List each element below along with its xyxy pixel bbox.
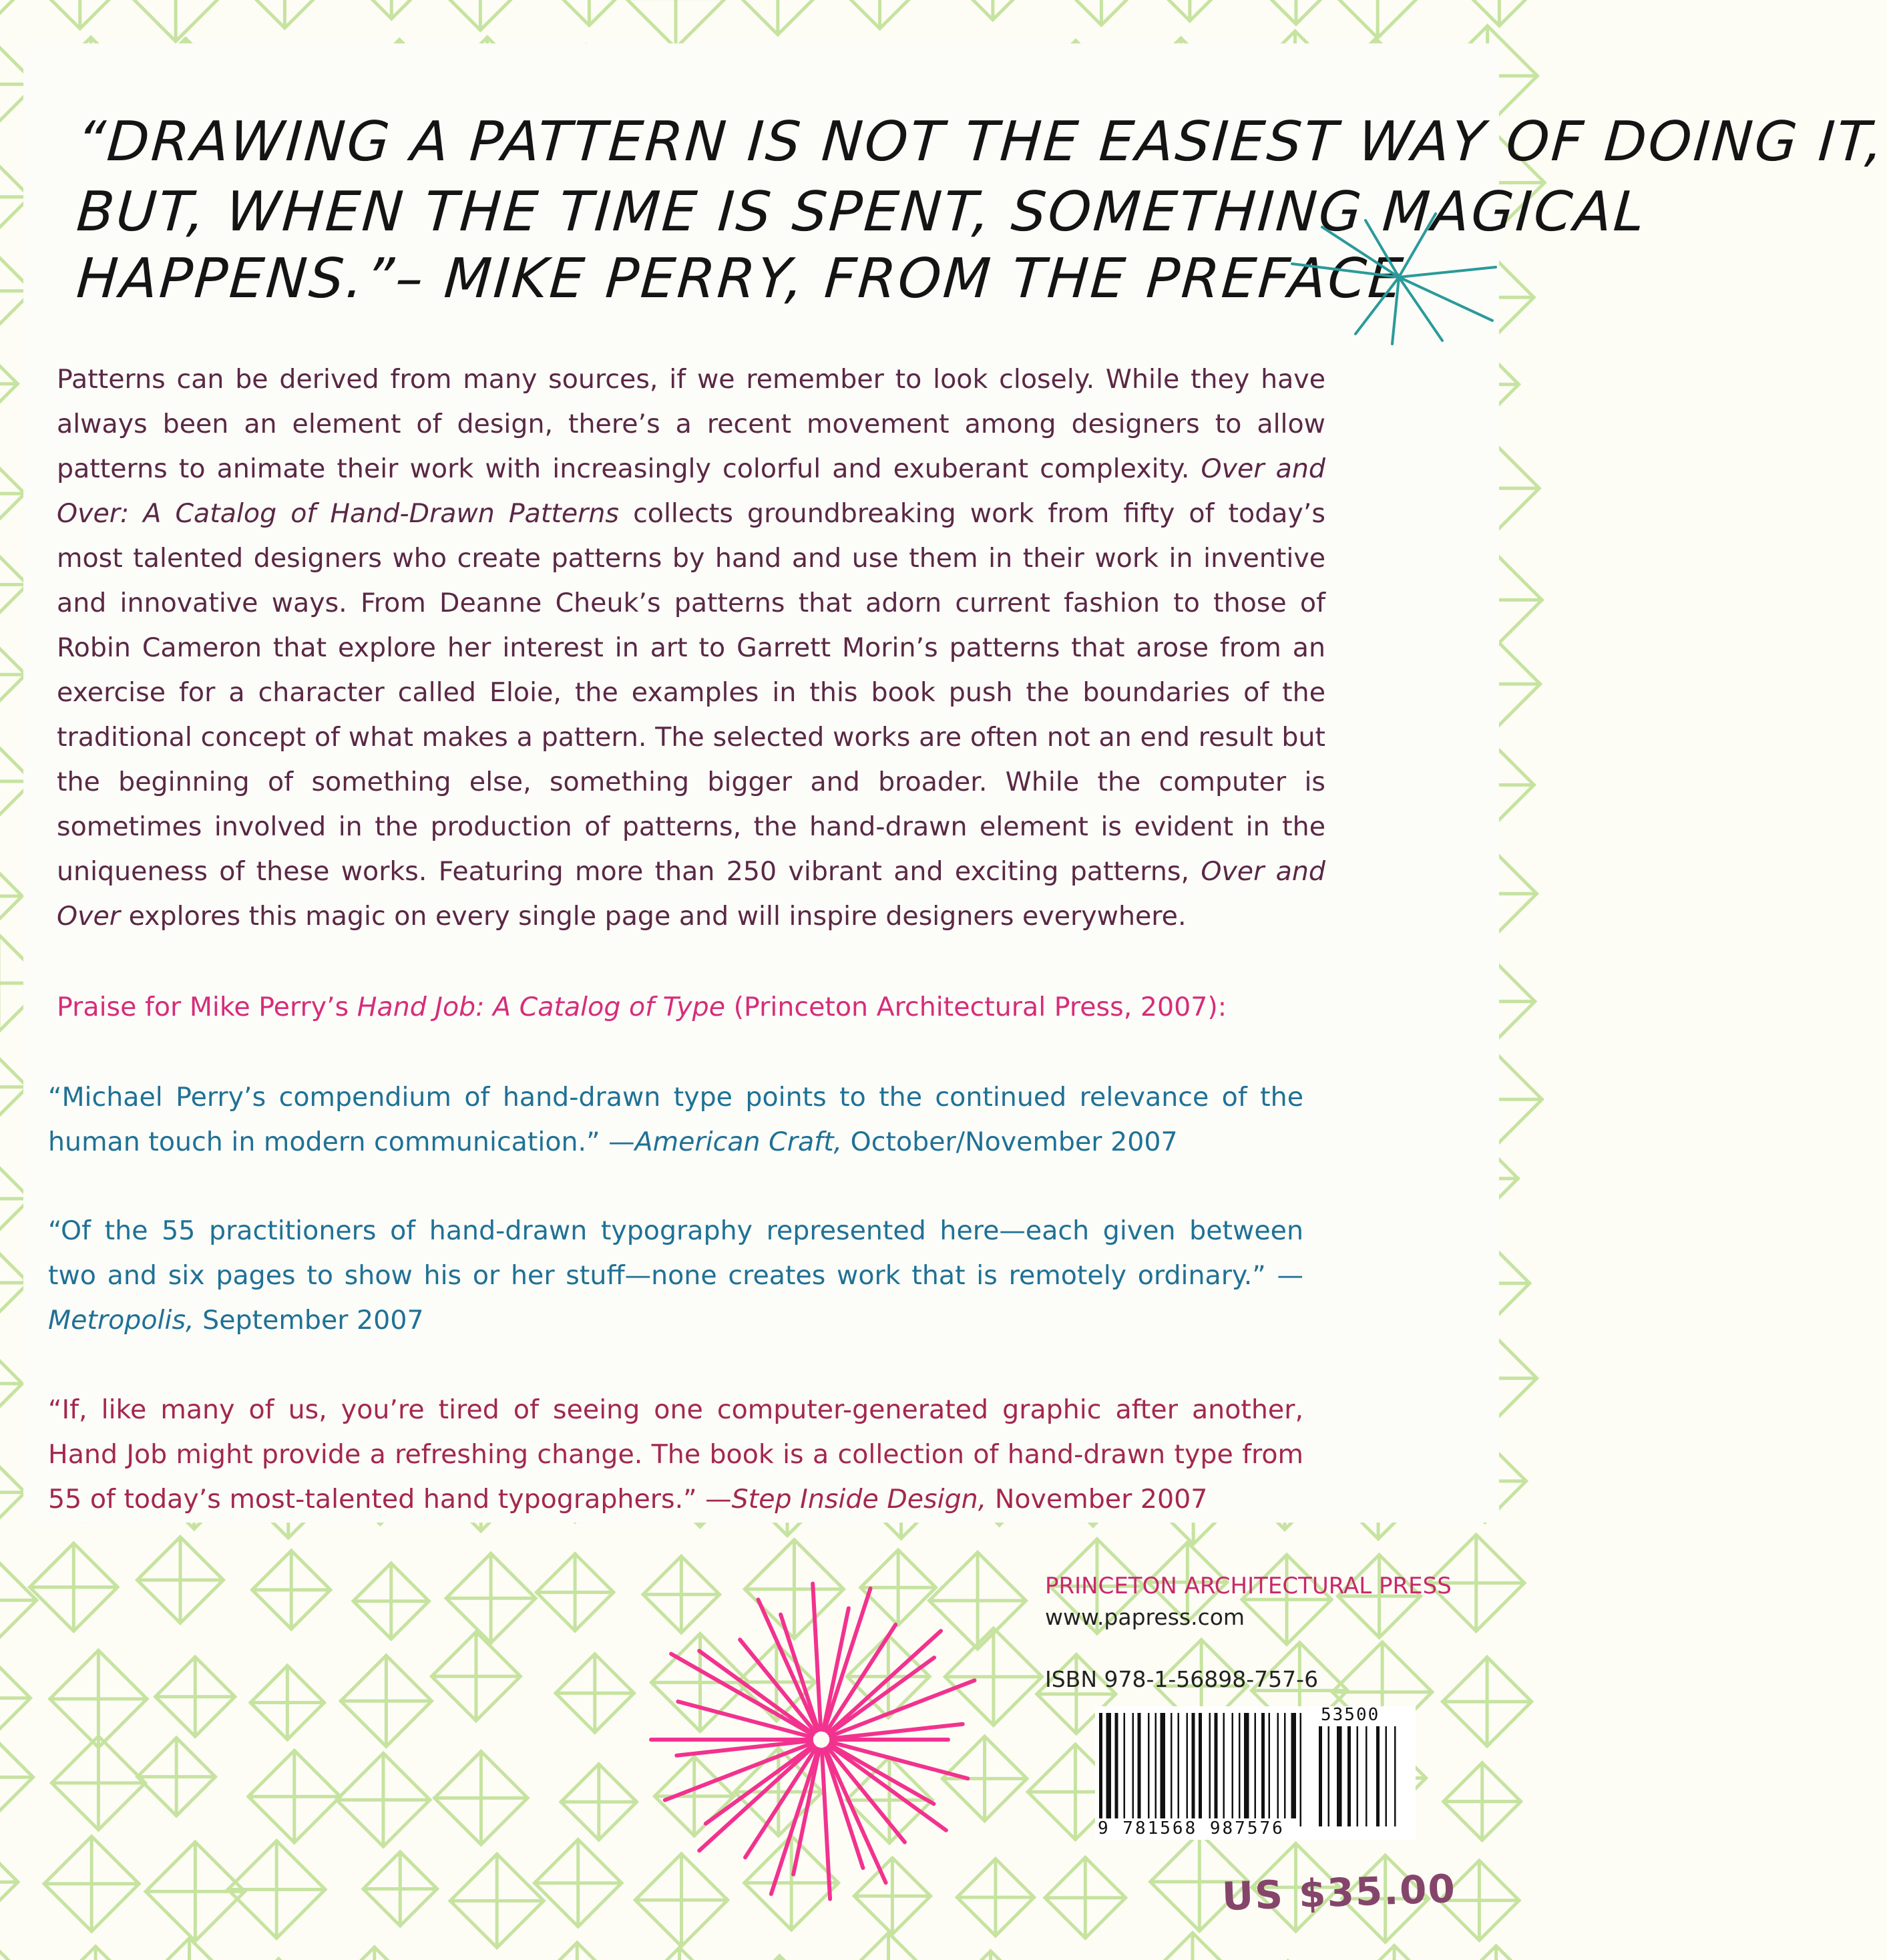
barcode-bar: [1099, 1713, 1102, 1826]
lattice-cell: [363, 1852, 437, 1926]
lattice-cell: [238, 0, 332, 28]
review-quote: “Of the 55 practitioners of hand-drawn typography represented here—each given between two and six pages to show his or her stuff—none creates work that is remotely ordinary.” —: [48, 1215, 1303, 1291]
lattice-cell: [336, 1947, 413, 1960]
review-quote: “Michael Perry’s compendium of hand-drawn type points to the continued relevance of the human touch in modern communication.” —: [48, 1082, 1303, 1157]
lattice-cell: [0, 851, 22, 940]
lattice-cell: [0, 445, 25, 542]
lattice-cell: [944, 1951, 1036, 1960]
barcode-bar: [1155, 1713, 1157, 1818]
barcode-bar: [1209, 1713, 1211, 1818]
isbn: ISBN 978-1-56898-757-6: [1045, 1666, 1319, 1692]
lattice-cell: [435, 1752, 528, 1845]
praise-suffix: (Princeton Architectural Press, 2007):: [725, 992, 1227, 1022]
barcode-addon-bar: [1386, 1726, 1388, 1826]
review-metropolis: [48, 1209, 1303, 1343]
lattice-cell: [1452, 1946, 1539, 1960]
lattice-cell: [736, 1956, 823, 1960]
lattice-cell: [0, 1845, 18, 1919]
lattice-cell: [51, 1736, 145, 1830]
lattice-cell: [1444, 1763, 1521, 1840]
barcode-bar: [1215, 1713, 1218, 1818]
praise-prefix: Praise for Mike Perry’s: [57, 992, 357, 1022]
lattice-cell: [1142, 1933, 1242, 1960]
barcode-bar: [1291, 1713, 1297, 1818]
publisher-name: PRINCETON ARCHITECTURAL PRESS: [1045, 1573, 1452, 1599]
praise-title: Hand Job: A Catalog of Type: [357, 992, 726, 1022]
description-text-3: explores this magic on every single page and will inspire designers everywhere.: [120, 901, 1187, 932]
barcode-bar: [1284, 1713, 1286, 1818]
starburst-ray: [671, 1654, 813, 1735]
lattice-cell: [348, 0, 435, 19]
lattice-cell: [29, 1543, 118, 1631]
lattice-cell: [836, 0, 924, 29]
handwritten-quote-line-2: BUT, WHEN THE TIME IS SPENT, SOMETHING MAGICAL: [74, 180, 1649, 244]
barcode-bar: [1300, 1713, 1302, 1826]
starburst-ray: [699, 1746, 814, 1850]
book-short-title: Over and Over: [57, 856, 1325, 932]
barcode-bar: [1232, 1713, 1234, 1818]
barcode-bar: [1138, 1713, 1141, 1818]
lattice-cell: [1255, 0, 1337, 24]
barcode-bar: [1106, 1713, 1112, 1826]
lattice-cell: [539, 1943, 616, 1960]
lattice-cell: [0, 626, 26, 723]
barcode-bar: [1261, 1713, 1265, 1818]
pink-starburst-icon: [621, 1549, 995, 1923]
barcode-addon-bar: [1337, 1726, 1342, 1826]
lattice-cell: [626, 0, 726, 48]
lattice-cell: [228, 1840, 325, 1938]
teal-starburst-icon: [1282, 200, 1502, 354]
barcode-bar: [1124, 1713, 1126, 1818]
starburst-ray: [822, 1750, 830, 1899]
review-source: Metropolis,: [48, 1305, 194, 1336]
lattice-cell: [728, 0, 827, 35]
barcode-number: 9 781568 987576: [1095, 1818, 1287, 1838]
lattice-cell: [137, 1537, 223, 1623]
lattice-cell: [0, 341, 17, 427]
lattice-cell: [0, 1938, 25, 1960]
lattice-cell: [1348, 1945, 1440, 1960]
lattice-cell: [441, 0, 519, 30]
handwritten-quote-line-3: HAPPENS.”– MIKE PERRY, FROM THE PREFACE: [74, 247, 1408, 311]
barcode-bar: [1277, 1713, 1279, 1818]
lattice-cell: [0, 1740, 33, 1814]
publisher-url[interactable]: www.papress.com: [1045, 1604, 1245, 1630]
barcode-bar: [1148, 1713, 1150, 1818]
barcode-bar: [1244, 1713, 1249, 1818]
barcode: [1095, 1706, 1416, 1840]
price: US $35.00: [1221, 1865, 1457, 1920]
barcode-addon-number: 53500: [1321, 1705, 1380, 1725]
lattice-cell: [49, 1947, 142, 1960]
lattice-cell: [839, 1933, 937, 1960]
barcode-bar: [1178, 1713, 1180, 1818]
starburst-ray: [813, 1583, 821, 1730]
lattice-cell: [0, 1338, 22, 1429]
lattice-cell: [44, 1836, 139, 1931]
barcode-bar: [1255, 1713, 1257, 1818]
barcode-bar: [1199, 1713, 1202, 1818]
barcode-bar: [1161, 1713, 1166, 1818]
lattice-cell: [1460, 0, 1539, 26]
lattice-cell: [0, 1551, 37, 1650]
lattice-cell: [1337, 0, 1418, 38]
lattice-cell: [536, 1554, 614, 1631]
lattice-cell: [341, 1655, 431, 1746]
barcode-addon-bar: [1366, 1726, 1368, 1826]
barcode-bar: [1192, 1713, 1195, 1818]
handwritten-quote-line-1: “DRAWING A PATTERN IS NOT THE EASIEST WAY OF DOING IT,: [74, 110, 1887, 174]
review-source: Step Inside Design,: [731, 1484, 987, 1515]
lattice-cell: [450, 1854, 544, 1947]
book-title: Over and Over: A Catalog of Hand-Drawn Patterns: [57, 453, 1325, 529]
barcode-bar: [1187, 1713, 1189, 1818]
barcode-bar: [1223, 1713, 1225, 1818]
barcode-addon-bar: [1376, 1726, 1380, 1826]
barcode-addon-bar: [1347, 1726, 1351, 1826]
lattice-cell: [353, 1563, 429, 1639]
barcode-addon-bar: [1394, 1726, 1396, 1826]
lattice-cell: [252, 1551, 331, 1629]
lattice-cell: [1242, 1555, 1331, 1644]
lattice-cell: [156, 1657, 235, 1736]
review-quote: “If, like many of us, you’re tired of seeing one computer-generated graphic after another, Hand Job might provide a refreshing change. The book is a collection of hand-drawn type from 55 of today’s most-talented hand typographers.” —: [48, 1394, 1303, 1515]
lattice-cell: [0, 0, 25, 27]
barcode-addon-bar: [1319, 1726, 1322, 1826]
lattice-cell: [534, 1839, 621, 1926]
review-date: October/November 2007: [842, 1127, 1178, 1157]
praise-heading: [57, 985, 1366, 1030]
barcode-bar: [1239, 1713, 1241, 1818]
lattice-cell: [1045, 1857, 1126, 1938]
lattice-cell: [550, 0, 628, 25]
lattice-cell: [0, 1653, 31, 1742]
barcode-bar: [1171, 1713, 1173, 1818]
book-description: [57, 357, 1325, 939]
lattice-cell: [248, 1750, 341, 1842]
lattice-cell: [0, 1448, 25, 1537]
lattice-cell: [446, 1553, 536, 1643]
lattice-cell: [642, 1947, 716, 1960]
lattice-cell: [37, 0, 124, 29]
description-text-1: Patterns can be derived from many sources, if we remember to look closely. While they have always been an element of design, there’s a recent movement among designers to allow patterns to animate their work with increasingly colorful and exuberant complexity.: [57, 364, 1325, 484]
starburst-ray: [825, 1749, 885, 1883]
lattice-cell: [1442, 1657, 1531, 1746]
review-source: American Craft,: [634, 1127, 843, 1157]
lattice-cell: [431, 1632, 520, 1721]
review-step-inside-design: [48, 1388, 1303, 1522]
barcode-bar: [1269, 1713, 1271, 1818]
barcode-bar: [1115, 1713, 1118, 1818]
lattice-cell: [1151, 0, 1229, 21]
lattice-cell: [131, 0, 220, 41]
lattice-cell: [250, 1665, 325, 1740]
review-american-craft: [48, 1075, 1303, 1165]
barcode-bar: [1132, 1713, 1134, 1818]
review-date: November 2007: [986, 1484, 1208, 1515]
description-text-2: collects groundbreaking work from fifty of today’s most talented designers who create patterns by hand and use them in their work in inventive and innovative ways. From Deanne Cheuk’s patterns that adorn current fashion to those of Robin Cameron that explore her interest in art to Garrett Morin’s patterns that arose from an exercise for a character called Eloie, the examples in this book push the boundaries of the traditional concept of what makes a pattern. The selected works are often not an end result but the beginning of something else, something bigger and broader. While the computer is sometimes involved in the production of patterns, the hand-drawn element is evident in the uniqueness of these works. Featuring more than 250 vibrant and exciting patterns,: [57, 498, 1325, 887]
barcode-addon-bar: [1328, 1726, 1330, 1826]
review-date: September 2007: [194, 1305, 424, 1336]
lattice-cell: [50, 1650, 148, 1748]
lattice-cell: [337, 1753, 430, 1846]
lattice-cell: [954, 0, 1032, 20]
starburst-ray: [829, 1631, 941, 1733]
barcode-addon-bar: [1357, 1726, 1359, 1826]
lattice-cell: [138, 1738, 216, 1816]
lattice-cell: [149, 1938, 230, 1960]
lattice-cell: [1062, 0, 1141, 25]
